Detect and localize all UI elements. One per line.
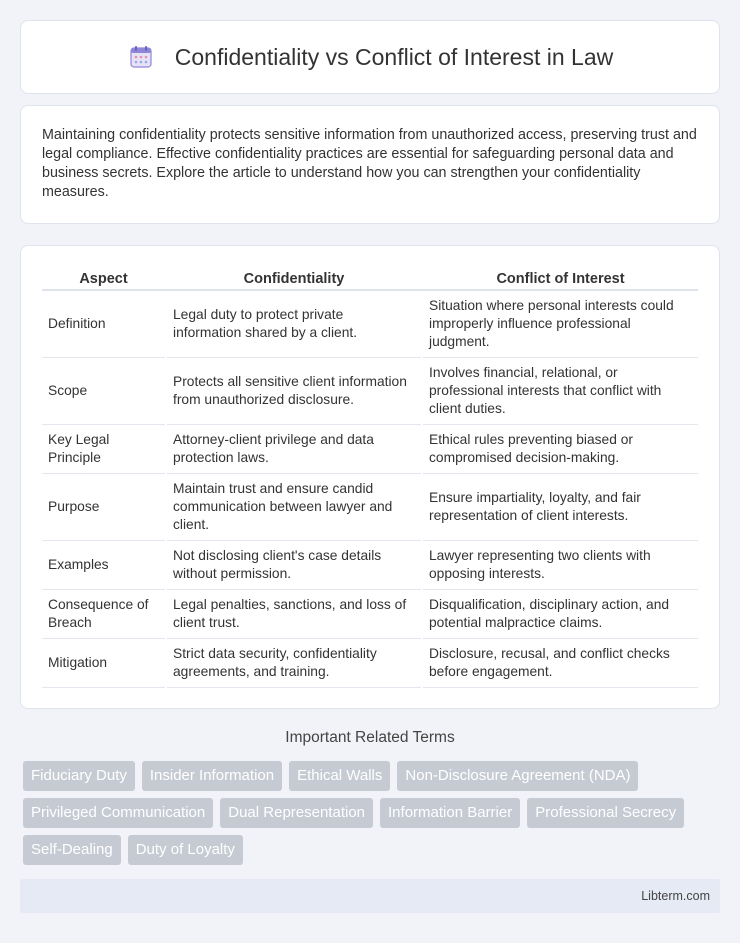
row-confidentiality: Legal penalties, sanctions, and loss of client trust. (166, 589, 422, 638)
intro-card (20, 105, 720, 224)
header-aspect: Aspect (42, 266, 166, 290)
tag-professional-secrecy[interactable]: Professional Secrecy (527, 798, 684, 828)
comparison-table (42, 266, 698, 688)
table-row (42, 473, 698, 540)
row-aspect: Scope (42, 357, 166, 424)
row-conflict: Ensure impartiality, loyalty, and fair representation of client interests. (422, 473, 698, 540)
row-aspect: Consequence of Breach (42, 589, 166, 638)
page-header (20, 20, 720, 94)
intro-text: Maintaining confidentiality protects sensitive information from unauthorized access, preserving trust and legal compliance. Effective confidentiality practices are essential for safeguarding personal data and business secrets. Explore the article to understand how you can strengthen your confidentiality measures. (42, 127, 697, 200)
footer (20, 879, 720, 913)
row-conflict: Ethical rules preventing biased or compromised decision-making. (422, 424, 698, 473)
row-conflict: Lawyer representing two clients with opposing interests. (422, 540, 698, 589)
related-terms-title: Important Related Terms (285, 729, 455, 746)
table-row (42, 357, 698, 424)
tag-non-disclosure-agreement[interactable]: Non-Disclosure Agreement (NDA) (397, 761, 638, 791)
tag-self-dealing[interactable]: Self-Dealing (23, 835, 121, 865)
row-aspect: Mitigation (42, 638, 166, 687)
tag-ethical-walls[interactable]: Ethical Walls (289, 761, 390, 791)
row-conflict: Disqualification, disciplinary action, and potential malpractice claims. (422, 589, 698, 638)
row-conflict: Situation where personal interests could improperly influence professional judgment. (422, 290, 698, 357)
table-row (42, 424, 698, 473)
page-title: Confidentiality vs Conflict of Interest in Law (174, 43, 614, 70)
header-conflict-of-interest: Conflict of Interest (422, 266, 698, 290)
calendar-icon (127, 43, 155, 71)
row-confidentiality: Protects all sensitive client information from unauthorized disclosure. (166, 357, 422, 424)
row-confidentiality: Maintain trust and ensure candid communication between lawyer and client. (166, 473, 422, 540)
row-aspect: Definition (42, 290, 166, 357)
table-header-row (42, 266, 698, 290)
related-terms-list (23, 761, 723, 872)
tag-insider-information[interactable]: Insider Information (142, 761, 282, 791)
row-confidentiality: Not disclosing client's case details without permission. (166, 540, 422, 589)
tag-dual-representation[interactable]: Dual Representation (220, 798, 373, 828)
table-row (42, 290, 698, 357)
row-confidentiality: Attorney-client privilege and data protection laws. (166, 424, 422, 473)
row-confidentiality: Strict data security, confidentiality agreements, and training. (166, 638, 422, 687)
row-conflict: Involves financial, relational, or professional interests that conflict with client duties. (422, 357, 698, 424)
table-row (42, 638, 698, 687)
row-aspect: Examples (42, 540, 166, 589)
table-row (42, 589, 698, 638)
tag-information-barrier[interactable]: Information Barrier (380, 798, 520, 828)
row-conflict: Disclosure, recusal, and conflict checks before engagement. (422, 638, 698, 687)
tag-duty-of-loyalty[interactable]: Duty of Loyalty (128, 835, 243, 865)
comparison-card (20, 245, 720, 709)
row-aspect: Key Legal Principle (42, 424, 166, 473)
row-aspect: Purpose (42, 473, 166, 540)
row-confidentiality: Legal duty to protect private information shared by a client. (166, 290, 422, 357)
table-row (42, 540, 698, 589)
tag-privileged-communication[interactable]: Privileged Communication (23, 798, 213, 828)
tag-fiduciary-duty[interactable]: Fiduciary Duty (23, 761, 135, 791)
footer-site-link[interactable]: Libterm.com (641, 889, 710, 903)
header-confidentiality: Confidentiality (166, 266, 422, 290)
